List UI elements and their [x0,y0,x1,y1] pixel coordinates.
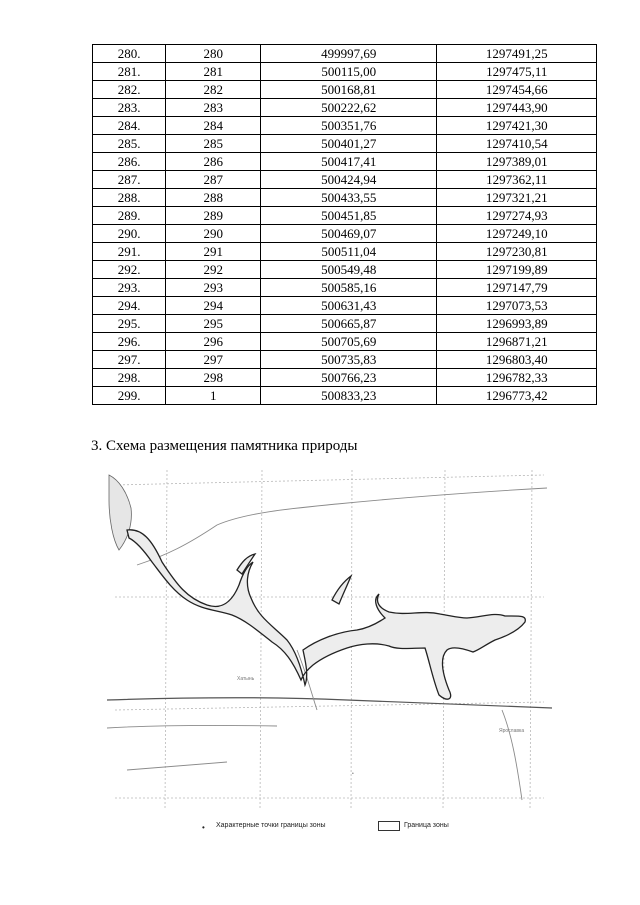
table-row [93,387,597,405]
legend-boundary-label: Граница зоны [404,822,449,829]
row-number-cell: 286. [93,153,166,171]
table-row [93,351,597,369]
x-coordinate-cell: 500433,55 [261,189,437,207]
legend-points-label: Характерные точки границы зоны [216,822,326,829]
table-row [93,225,597,243]
x-coordinate-cell: 500401,27 [261,135,437,153]
table-row [93,99,597,117]
y-coordinate-cell: 1297491,25 [437,45,597,63]
point-number-cell: 282 [166,81,261,99]
row-number-cell: 287. [93,171,166,189]
table-row [93,117,597,135]
y-coordinate-cell: 1297274,93 [437,207,597,225]
table-row [93,63,597,81]
x-coordinate-cell: 500351,76 [261,117,437,135]
x-coordinate-cell: 500665,87 [261,315,437,333]
row-number-cell: 291. [93,243,166,261]
point-number-cell: 289 [166,207,261,225]
row-number-cell: 299. [93,387,166,405]
y-coordinate-cell: 1297199,89 [437,261,597,279]
y-coordinate-cell: 1297321,21 [437,189,597,207]
point-number-cell: 284 [166,117,261,135]
row-number-cell: 284. [93,117,166,135]
svg-text:Ярославка: Ярославка [499,728,525,734]
table-row [93,243,597,261]
x-coordinate-cell: 500168,81 [261,81,437,99]
row-number-cell: 292. [93,261,166,279]
x-coordinate-cell: 500766,23 [261,369,437,387]
table-row [93,45,597,63]
y-coordinate-cell: 1297421,30 [437,117,597,135]
row-number-cell: 293. [93,279,166,297]
point-number-cell: 293 [166,279,261,297]
row-number-cell: 296. [93,333,166,351]
x-coordinate-cell: 500705,69 [261,333,437,351]
x-coordinate-cell: 500511,04 [261,243,437,261]
y-coordinate-cell: 1296773,42 [437,387,597,405]
section-heading: 3. Схема размещения памятника природы [91,438,358,454]
table-row [93,153,597,171]
x-coordinate-cell: 500424,94 [261,171,437,189]
y-coordinate-cell: 1297249,10 [437,225,597,243]
point-number-cell: 287 [166,171,261,189]
x-coordinate-cell: 499997,69 [261,45,437,63]
table-row [93,315,597,333]
svg-text:•: • [352,771,354,777]
coordinates-table [92,44,597,405]
point-number-cell: 290 [166,225,261,243]
x-coordinate-cell: 500631,43 [261,297,437,315]
svg-text:Хатынь: Хатынь [237,676,255,682]
row-number-cell: 298. [93,369,166,387]
y-coordinate-cell: 1296871,21 [437,333,597,351]
coordinates-table-body [93,45,597,405]
table-row [93,261,597,279]
table-row [93,297,597,315]
row-number-cell: 283. [93,99,166,117]
point-number-cell: 283 [166,99,261,117]
row-number-cell: 290. [93,225,166,243]
x-coordinate-cell: 500115,00 [261,63,437,81]
point-number-cell: 285 [166,135,261,153]
row-number-cell: 288. [93,189,166,207]
point-number-cell: 288 [166,189,261,207]
x-coordinate-cell: 500735,83 [261,351,437,369]
point-number-cell: 295 [166,315,261,333]
point-number-cell: 292 [166,261,261,279]
boundary-point-marker-icon: • [202,823,205,832]
point-number-cell: 291 [166,243,261,261]
point-number-cell: 1 [166,387,261,405]
point-number-cell: 281 [166,63,261,81]
table-row [93,171,597,189]
row-number-cell: 285. [93,135,166,153]
x-coordinate-cell: 500549,48 [261,261,437,279]
point-number-cell: 294 [166,297,261,315]
boundary-swatch-icon [378,821,400,831]
x-coordinate-cell: 500469,07 [261,225,437,243]
point-number-cell: 297 [166,351,261,369]
table-row [93,279,597,297]
row-number-cell: 281. [93,63,166,81]
table-row [93,81,597,99]
point-number-cell: 298 [166,369,261,387]
location-map [107,470,552,810]
table-row [93,189,597,207]
y-coordinate-cell: 1297389,01 [437,153,597,171]
row-number-cell: 297. [93,351,166,369]
x-coordinate-cell: 500585,16 [261,279,437,297]
y-coordinate-cell: 1297073,53 [437,297,597,315]
y-coordinate-cell: 1296803,40 [437,351,597,369]
row-number-cell: 295. [93,315,166,333]
row-number-cell: 282. [93,81,166,99]
row-number-cell: 289. [93,207,166,225]
table-row [93,207,597,225]
table-row [93,369,597,387]
x-coordinate-cell: 500417,41 [261,153,437,171]
x-coordinate-cell: 500451,85 [261,207,437,225]
y-coordinate-cell: 1297454,66 [437,81,597,99]
map-legend [200,820,500,834]
point-number-cell: 296 [166,333,261,351]
y-coordinate-cell: 1297230,81 [437,243,597,261]
y-coordinate-cell: 1297475,11 [437,63,597,81]
point-number-cell: 280 [166,45,261,63]
y-coordinate-cell: 1297147,79 [437,279,597,297]
table-row [93,333,597,351]
y-coordinate-cell: 1297362,11 [437,171,597,189]
point-number-cell: 286 [166,153,261,171]
table-row [93,135,597,153]
x-coordinate-cell: 500222,62 [261,99,437,117]
row-number-cell: 280. [93,45,166,63]
y-coordinate-cell: 1297443,90 [437,99,597,117]
y-coordinate-cell: 1297410,54 [437,135,597,153]
x-coordinate-cell: 500833,23 [261,387,437,405]
y-coordinate-cell: 1296993,89 [437,315,597,333]
row-number-cell: 294. [93,297,166,315]
y-coordinate-cell: 1296782,33 [437,369,597,387]
